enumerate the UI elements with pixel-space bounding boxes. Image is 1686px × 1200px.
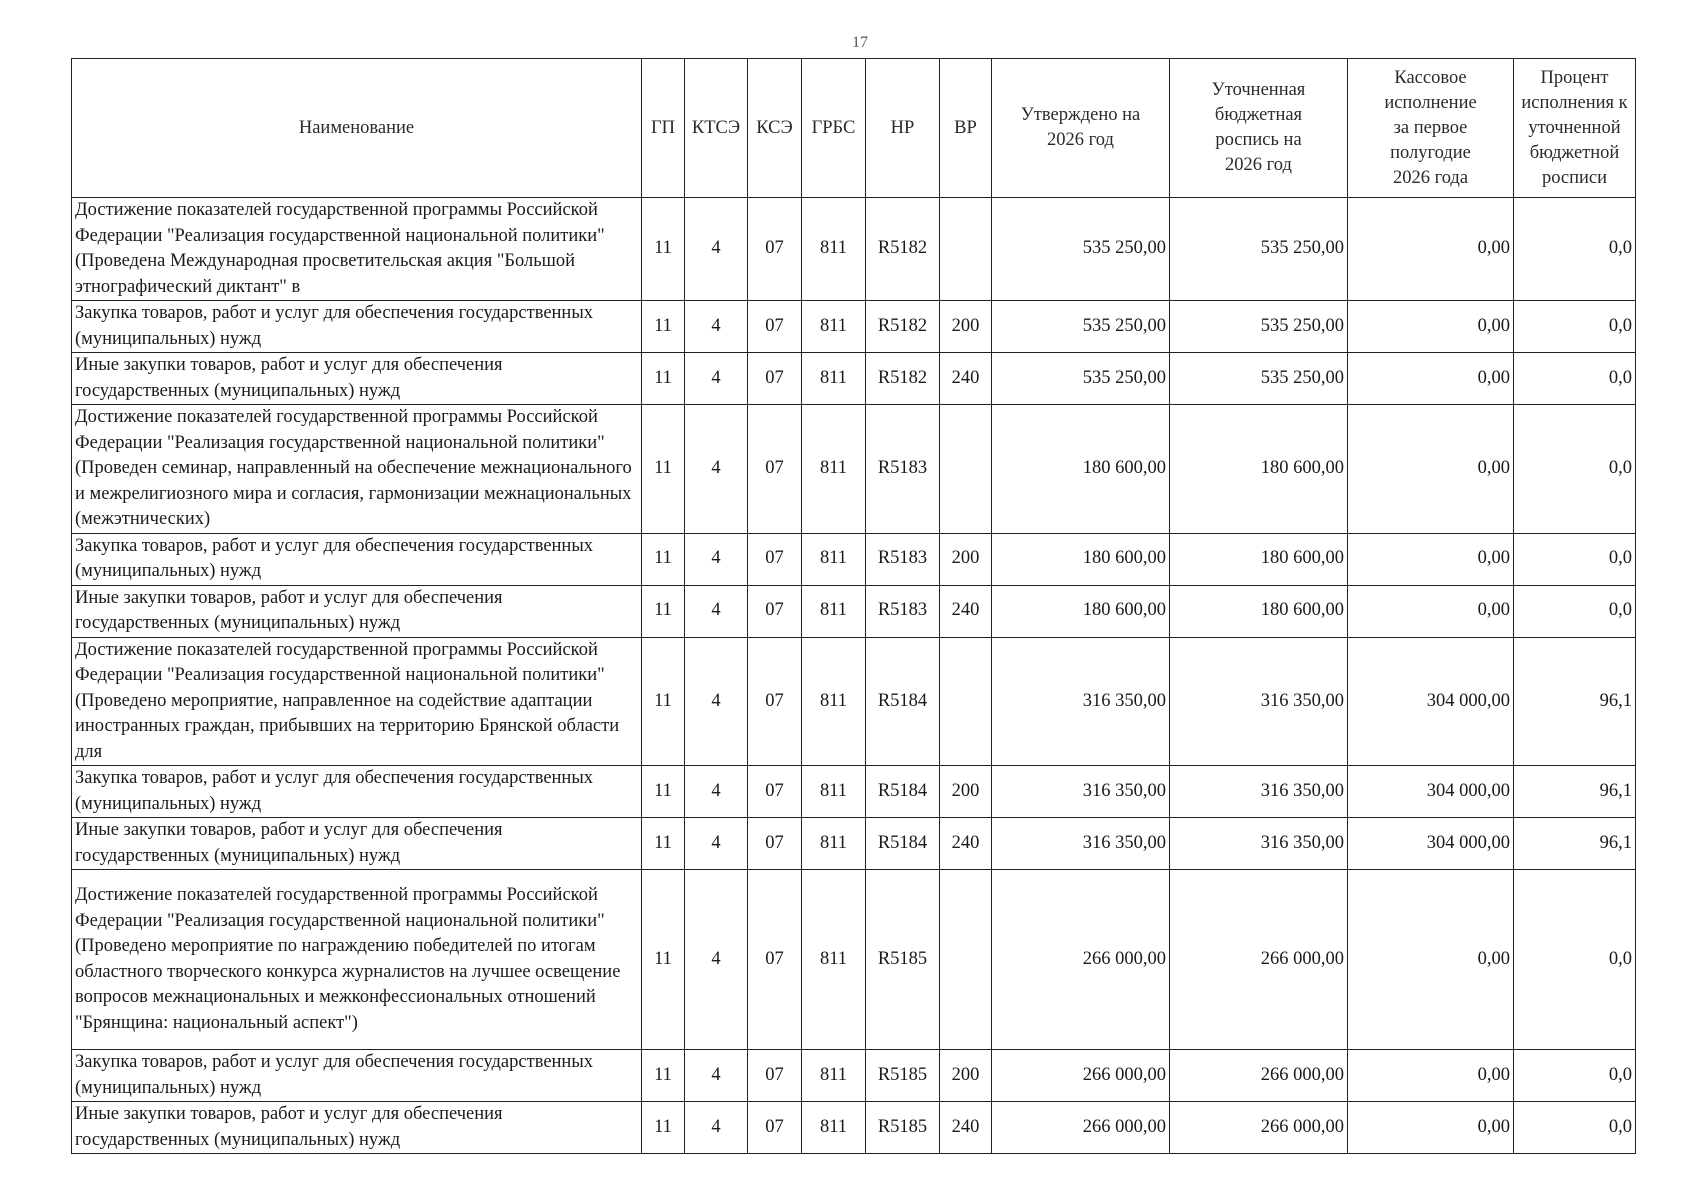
cell-refined: 266 000,00 bbox=[1170, 870, 1348, 1050]
row-name-text: Иные закупки товаров, работ и услуг для обеспечения государственных (муниципальных) нужд bbox=[75, 1104, 503, 1150]
cell-cash: 0,00 bbox=[1348, 585, 1514, 637]
cell-kse: 07 bbox=[748, 353, 802, 405]
cell-grbs: 811 bbox=[802, 585, 866, 637]
cell-kse: 07 bbox=[748, 533, 802, 585]
row-name-text: Достижение показателей государственной программы Российской Федерации "Реализация государственной национальной политики" (Проведен семинар, направленный на обеспечение межнационального и межрелигиозного мира и согласия, гармонизации межнациональных (межэтнических) bbox=[75, 407, 632, 529]
cell-nr: R5182 bbox=[866, 301, 940, 353]
cell-approved: 535 250,00 bbox=[992, 353, 1170, 405]
cell-percent: 0,0 bbox=[1514, 533, 1636, 585]
cell-vr: 200 bbox=[940, 1050, 992, 1102]
cell-approved: 266 000,00 bbox=[992, 1102, 1170, 1154]
cell-kse: 07 bbox=[748, 1102, 802, 1154]
budget-table bbox=[71, 58, 1636, 1154]
row-name-text: Закупка товаров, работ и услуг для обеспечения государственных (муниципальных) нужд bbox=[75, 303, 594, 349]
cell-approved: 535 250,00 bbox=[992, 301, 1170, 353]
header-percent: Процент исполнения к уточненной бюджетной росписи bbox=[1514, 59, 1636, 198]
cell-name bbox=[72, 353, 642, 405]
cell-percent: 0,0 bbox=[1514, 870, 1636, 1050]
cell-vr bbox=[940, 637, 992, 766]
header-row bbox=[72, 59, 1636, 198]
cell-vr: 200 bbox=[940, 301, 992, 353]
cell-ktse: 4 bbox=[685, 198, 748, 301]
cell-cash: 0,00 bbox=[1348, 533, 1514, 585]
row-name-text: Иные закупки товаров, работ и услуг для обеспечения государственных (муниципальных) нужд bbox=[75, 587, 503, 633]
cell-vr bbox=[940, 870, 992, 1050]
header-cash: Кассовое исполнение за первое полугодие 2026 года bbox=[1348, 59, 1514, 198]
cell-grbs: 811 bbox=[802, 405, 866, 534]
table-row bbox=[72, 766, 1636, 818]
row-name-text: Закупка товаров, работ и услуг для обеспечения государственных (муниципальных) нужд bbox=[75, 1052, 594, 1098]
cell-grbs: 811 bbox=[802, 870, 866, 1050]
cell-approved: 266 000,00 bbox=[992, 1050, 1170, 1102]
cell-refined: 316 350,00 bbox=[1170, 637, 1348, 766]
header-vr: ВР bbox=[940, 59, 992, 198]
cell-kse: 07 bbox=[748, 870, 802, 1050]
cell-gp: 11 bbox=[642, 353, 685, 405]
cell-grbs: 811 bbox=[802, 301, 866, 353]
cell-vr: 240 bbox=[940, 818, 992, 870]
cell-ktse: 4 bbox=[685, 870, 748, 1050]
cell-percent: 0,0 bbox=[1514, 585, 1636, 637]
cell-name bbox=[72, 301, 642, 353]
cell-refined: 535 250,00 bbox=[1170, 198, 1348, 301]
cell-refined: 316 350,00 bbox=[1170, 818, 1348, 870]
cell-cash: 0,00 bbox=[1348, 353, 1514, 405]
row-name-text: Достижение показателей государственной программы Российской Федерации "Реализация государственной национальной политики" (Проведена Международная просветительская акция "Большой этнографический диктант" в bbox=[75, 200, 605, 297]
cell-gp: 11 bbox=[642, 766, 685, 818]
header-refined: Уточненная бюджетная роспись на 2026 год bbox=[1170, 59, 1348, 198]
cell-kse: 07 bbox=[748, 766, 802, 818]
cell-name bbox=[72, 637, 642, 766]
cell-approved: 180 600,00 bbox=[992, 585, 1170, 637]
cell-ktse: 4 bbox=[685, 818, 748, 870]
table-row bbox=[72, 818, 1636, 870]
cell-nr: R5185 bbox=[866, 1050, 940, 1102]
cell-grbs: 811 bbox=[802, 533, 866, 585]
cell-refined: 535 250,00 bbox=[1170, 301, 1348, 353]
header-grbs: ГРБС bbox=[802, 59, 866, 198]
cell-percent: 0,0 bbox=[1514, 301, 1636, 353]
cell-name bbox=[72, 1050, 642, 1102]
cell-cash: 0,00 bbox=[1348, 405, 1514, 534]
cell-vr bbox=[940, 405, 992, 534]
cell-gp: 11 bbox=[642, 585, 685, 637]
cell-approved: 535 250,00 bbox=[992, 198, 1170, 301]
table-row bbox=[72, 301, 1636, 353]
table-row bbox=[72, 533, 1636, 585]
cell-grbs: 811 bbox=[802, 637, 866, 766]
cell-gp: 11 bbox=[642, 1102, 685, 1154]
cell-vr: 240 bbox=[940, 585, 992, 637]
table-row bbox=[72, 585, 1636, 637]
cell-name bbox=[72, 1102, 642, 1154]
header-ktse: КТСЭ bbox=[685, 59, 748, 198]
cell-gp: 11 bbox=[642, 637, 685, 766]
cell-refined: 266 000,00 bbox=[1170, 1102, 1348, 1154]
page-number: 17 bbox=[852, 34, 868, 51]
cell-vr: 240 bbox=[940, 1102, 992, 1154]
cell-grbs: 811 bbox=[802, 353, 866, 405]
cell-nr: R5185 bbox=[866, 1102, 940, 1154]
cell-grbs: 811 bbox=[802, 818, 866, 870]
cell-approved: 180 600,00 bbox=[992, 533, 1170, 585]
cell-cash: 0,00 bbox=[1348, 198, 1514, 301]
row-name-text: Закупка товаров, работ и услуг для обеспечения государственных (муниципальных) нужд bbox=[75, 535, 594, 581]
cell-percent: 0,0 bbox=[1514, 405, 1636, 534]
cell-ktse: 4 bbox=[685, 1050, 748, 1102]
header-approved: Утверждено на 2026 год bbox=[992, 59, 1170, 198]
cell-grbs: 811 bbox=[802, 198, 866, 301]
cell-name bbox=[72, 585, 642, 637]
cell-kse: 07 bbox=[748, 585, 802, 637]
cell-vr: 200 bbox=[940, 533, 992, 585]
cell-gp: 11 bbox=[642, 818, 685, 870]
cell-approved: 316 350,00 bbox=[992, 818, 1170, 870]
row-name-text: Достижение показателей государственной программы Российской Федерации "Реализация государственной национальной политики" (Проведено мероприятие по награждению победителей по итогам областного творческого конкурса журналистов на лучшее освещение вопросов межнациональных и межконфессиональных отношений "Брянщина: национальный аспект") bbox=[75, 885, 621, 1033]
cell-grbs: 811 bbox=[802, 1050, 866, 1102]
cell-nr: R5184 bbox=[866, 637, 940, 766]
cell-gp: 11 bbox=[642, 198, 685, 301]
cell-kse: 07 bbox=[748, 405, 802, 534]
header-kse: КСЭ bbox=[748, 59, 802, 198]
cell-name bbox=[72, 405, 642, 534]
cell-approved: 316 350,00 bbox=[992, 637, 1170, 766]
cell-vr: 240 bbox=[940, 353, 992, 405]
cell-gp: 11 bbox=[642, 405, 685, 534]
cell-ktse: 4 bbox=[685, 1102, 748, 1154]
cell-nr: R5183 bbox=[866, 533, 940, 585]
table-row bbox=[72, 1050, 1636, 1102]
cell-nr: R5183 bbox=[866, 585, 940, 637]
table-row bbox=[72, 353, 1636, 405]
cell-cash: 304 000,00 bbox=[1348, 766, 1514, 818]
header-gp: ГП bbox=[642, 59, 685, 198]
cell-ktse: 4 bbox=[685, 405, 748, 534]
header-name: Наименование bbox=[72, 59, 642, 198]
row-name-text: Закупка товаров, работ и услуг для обеспечения государственных (муниципальных) нужд bbox=[75, 768, 594, 814]
row-name-text: Иные закупки товаров, работ и услуг для обеспечения государственных (муниципальных) нужд bbox=[75, 820, 503, 866]
cell-grbs: 811 bbox=[802, 1102, 866, 1154]
cell-kse: 07 bbox=[748, 1050, 802, 1102]
cell-name bbox=[72, 870, 642, 1050]
cell-kse: 07 bbox=[748, 301, 802, 353]
cell-nr: R5184 bbox=[866, 766, 940, 818]
cell-approved: 180 600,00 bbox=[992, 405, 1170, 534]
cell-approved: 266 000,00 bbox=[992, 870, 1170, 1050]
cell-name bbox=[72, 533, 642, 585]
table-row bbox=[72, 198, 1636, 301]
cell-percent: 96,1 bbox=[1514, 637, 1636, 766]
cell-cash: 0,00 bbox=[1348, 1050, 1514, 1102]
cell-percent: 96,1 bbox=[1514, 766, 1636, 818]
cell-percent: 0,0 bbox=[1514, 1050, 1636, 1102]
cell-refined: 180 600,00 bbox=[1170, 405, 1348, 534]
cell-percent: 0,0 bbox=[1514, 198, 1636, 301]
cell-grbs: 811 bbox=[802, 766, 866, 818]
cell-refined: 316 350,00 bbox=[1170, 766, 1348, 818]
cell-ktse: 4 bbox=[685, 766, 748, 818]
cell-kse: 07 bbox=[748, 198, 802, 301]
cell-ktse: 4 bbox=[685, 353, 748, 405]
cell-nr: R5185 bbox=[866, 870, 940, 1050]
cell-cash: 304 000,00 bbox=[1348, 637, 1514, 766]
cell-approved: 316 350,00 bbox=[992, 766, 1170, 818]
row-name-text: Иные закупки товаров, работ и услуг для обеспечения государственных (муниципальных) нужд bbox=[75, 355, 503, 401]
cell-percent: 96,1 bbox=[1514, 818, 1636, 870]
cell-ktse: 4 bbox=[685, 533, 748, 585]
table-row bbox=[72, 637, 1636, 766]
cell-percent: 0,0 bbox=[1514, 353, 1636, 405]
cell-gp: 11 bbox=[642, 533, 685, 585]
cell-gp: 11 bbox=[642, 301, 685, 353]
cell-nr: R5184 bbox=[866, 818, 940, 870]
row-name-text: Достижение показателей государственной программы Российской Федерации "Реализация государственной национальной политики" (Проведено мероприятие, направленное на содействие адаптации иностранных граждан, прибывших на территорию Брянской области для bbox=[75, 639, 620, 762]
cell-percent: 0,0 bbox=[1514, 1102, 1636, 1154]
cell-kse: 07 bbox=[748, 637, 802, 766]
cell-vr bbox=[940, 198, 992, 301]
cell-cash: 0,00 bbox=[1348, 1102, 1514, 1154]
cell-name bbox=[72, 198, 642, 301]
cell-gp: 11 bbox=[642, 870, 685, 1050]
header-nr: НР bbox=[866, 59, 940, 198]
cell-name bbox=[72, 818, 642, 870]
cell-nr: R5182 bbox=[866, 353, 940, 405]
cell-cash: 0,00 bbox=[1348, 301, 1514, 353]
cell-gp: 11 bbox=[642, 1050, 685, 1102]
cell-kse: 07 bbox=[748, 818, 802, 870]
cell-ktse: 4 bbox=[685, 637, 748, 766]
cell-cash: 0,00 bbox=[1348, 870, 1514, 1050]
cell-nr: R5183 bbox=[866, 405, 940, 534]
cell-refined: 266 000,00 bbox=[1170, 1050, 1348, 1102]
cell-refined: 180 600,00 bbox=[1170, 533, 1348, 585]
cell-refined: 535 250,00 bbox=[1170, 353, 1348, 405]
table-row bbox=[72, 405, 1636, 534]
table-row bbox=[72, 870, 1636, 1050]
cell-cash: 304 000,00 bbox=[1348, 818, 1514, 870]
table-row bbox=[72, 1102, 1636, 1154]
cell-nr: R5182 bbox=[866, 198, 940, 301]
cell-vr: 200 bbox=[940, 766, 992, 818]
cell-ktse: 4 bbox=[685, 301, 748, 353]
cell-ktse: 4 bbox=[685, 585, 748, 637]
cell-refined: 180 600,00 bbox=[1170, 585, 1348, 637]
cell-name bbox=[72, 766, 642, 818]
